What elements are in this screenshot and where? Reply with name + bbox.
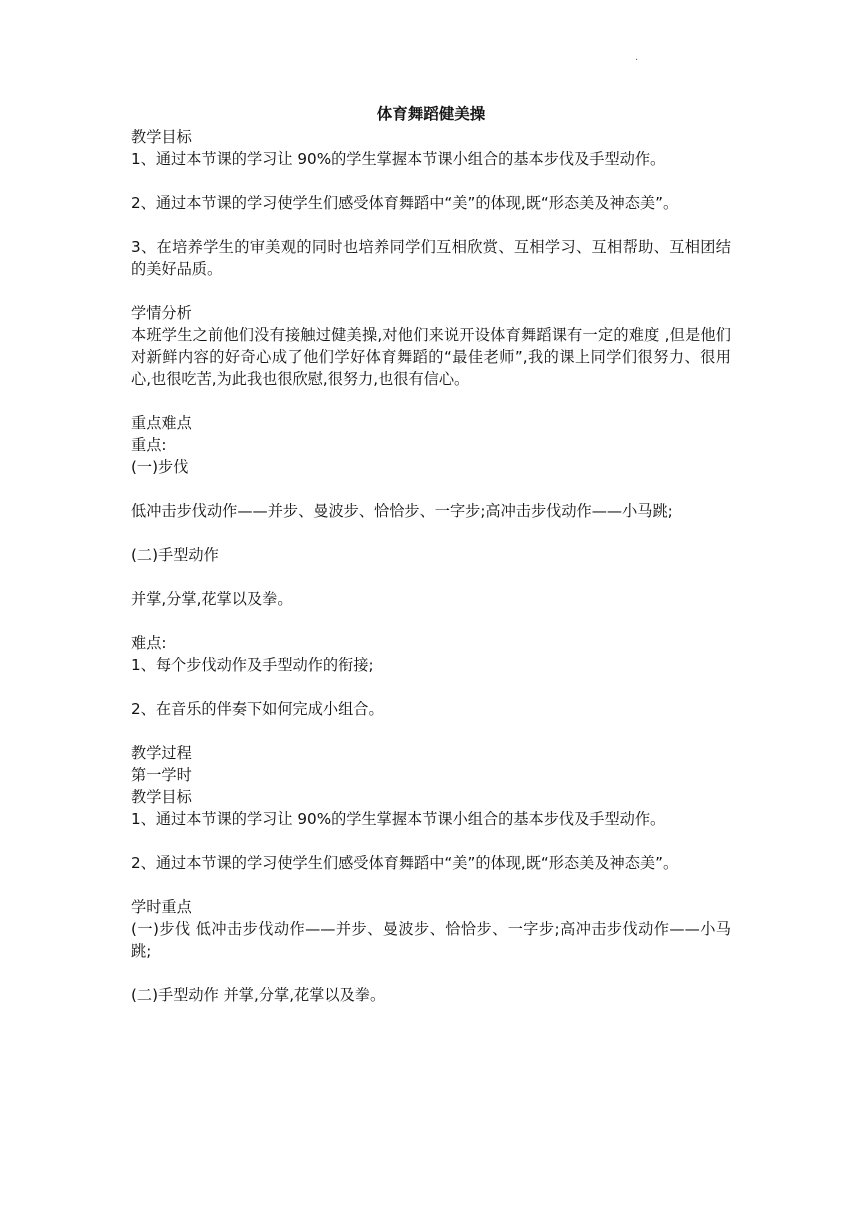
- objectives-heading: 教学目标: [131, 128, 192, 146]
- difficult-1: 1、每个步伐动作及手型动作的衔接;: [131, 656, 374, 674]
- objective-2: 2、通过本节课的学习使学生们感受体育舞蹈中“美”的体现,既“形态美及神态美”。: [131, 194, 679, 212]
- period-objectives-heading: 教学目标: [131, 788, 192, 806]
- first-period: 第一学时: [131, 766, 192, 784]
- period-key-heading: 学时重点: [131, 898, 192, 916]
- document-body: [131, 103, 731, 1006]
- steps-heading: (一)步伐: [131, 458, 189, 476]
- key-difficult-heading: 重点难点: [131, 414, 192, 432]
- process-heading: 教学过程: [131, 744, 192, 762]
- document-title: 体育舞蹈健美操: [376, 105, 486, 123]
- difficult-2: 2、在音乐的伴奏下如何完成小组合。: [131, 700, 384, 718]
- period-objective-1: 1、通过本节课的学习让 90%的学生掌握本节课小组合的基本步伐及手型动作。: [131, 810, 666, 828]
- objective-3: 3、在培养学生的审美观的同时也培养同学们互相欣赏、互相学习、互相帮助、互相团结的美好品质。: [131, 238, 731, 278]
- analysis-heading: 学情分析: [131, 304, 192, 322]
- period-steps: (一)步伐 低冲击步伐动作——并步、曼波步、恰恰步、一字步;高冲击步伐动作——小马跳;: [131, 920, 731, 960]
- difficult-label: 难点:: [131, 634, 167, 652]
- period-objective-2: 2、通过本节课的学习使学生们感受体育舞蹈中“美”的体现,既“形态美及神态美”。: [131, 854, 679, 872]
- header-mark: .: [635, 52, 639, 63]
- hands-text: 并掌,分掌,花掌以及拳。: [131, 590, 293, 608]
- hands-heading: (二)手型动作: [131, 546, 219, 564]
- objective-1: 1、通过本节课的学习让 90%的学生掌握本节课小组合的基本步伐及手型动作。: [131, 150, 666, 168]
- analysis-text: 本班学生之前他们没有接触过健美操,对他们来说开设体育舞蹈课有一定的难度 ,但是他们对新鲜内容的好奇心成了他们学好体育舞蹈的“最佳老师”,我的课上同学们很努力、很用心,也很吃苦,为此我也很欣慰,很努力,也很有信心。: [131, 326, 731, 388]
- period-hands: (二)手型动作 并掌,分掌,花掌以及拳。: [131, 986, 386, 1004]
- steps-text: 低冲击步伐动作——并步、曼波步、恰恰步、一字步;高冲击步伐动作——小马跳;: [131, 502, 673, 520]
- key-label: 重点:: [131, 436, 167, 454]
